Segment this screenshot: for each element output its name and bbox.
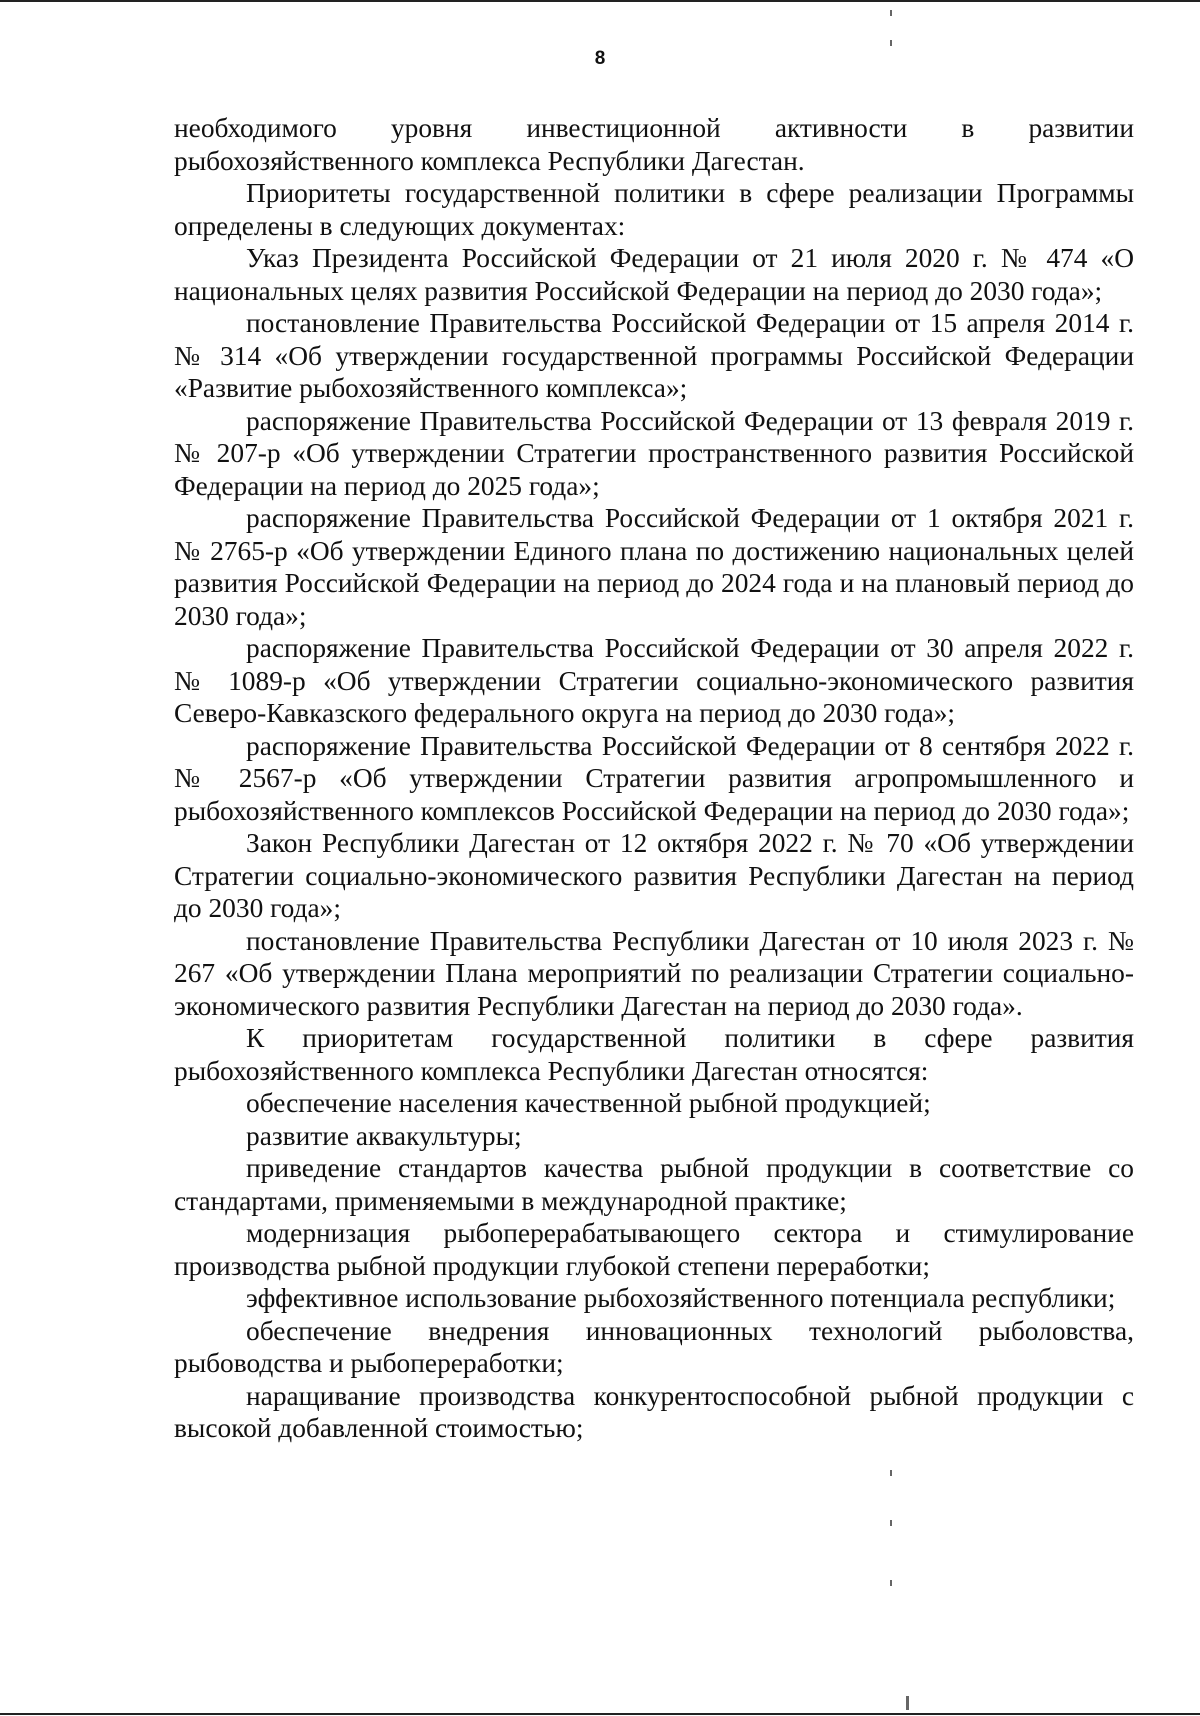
list-item: эффективное использование рыбохозяйственного потенциала республики; — [246, 1283, 1116, 1313]
scan-bottom-edge — [0, 1713, 1200, 1715]
paragraph: распоряжение Правительства Российской Федерации от 1 октября 2021 г. № 2765-р «Об утверждении Единого плана по достижению национальных целей развития Российской Федерации на период до 2024 года и на плановый период до 2030 года»; — [174, 503, 1134, 631]
list-item: наращивание производства конкурентоспособной рыбной продукции с высокой добавленной стоимостью; — [174, 1380, 1134, 1443]
scan-artifact — [890, 1520, 892, 1526]
paragraph: К приоритетам государственной политики в сфере развития рыбохозяйственного комплекса Республики Дагестан относятся: — [174, 1023, 1134, 1086]
paragraph: необходимого уровня инвестиционной активности в развитии рыбохозяйственного комплекса Республики Дагестан. — [174, 113, 1134, 176]
scan-artifact — [906, 1696, 909, 1710]
list-item: приведение стандартов качества рыбной продукции в соответствие со стандартами, применяемыми в международной практике; — [174, 1153, 1134, 1216]
paragraph: распоряжение Правительства Российской Федерации от 13 февраля 2019 г. № 207-р «Об утверждении Стратегии пространственного развития Российской Федерации на период до 2025 года»; — [174, 405, 1134, 501]
list-item: развитие аквакультуры; — [246, 1120, 522, 1151]
scan-top-edge — [0, 0, 1200, 2]
paragraph: Закон Республики Дагестан от 12 октября 2022 г. № 70 «Об утверждении Стратегии социально-экономического развития Республики Дагестан на период до 2030 года»; — [174, 828, 1134, 923]
scan-artifact — [890, 10, 892, 16]
paragraph: постановление Правительства Российской Федерации от 15 апреля 2014 г. № 314 «Об утверждении государственной программы Российской Федерации «Развитие рыбохозяйственного комплекса»; — [174, 308, 1134, 403]
page-number: 8 — [594, 48, 606, 69]
scan-artifact — [890, 1470, 892, 1476]
paragraph: Указ Президента Российской Федерации от 21 июля 2020 г. № 474 «О национальных целях развития Российской Федерации на период до 2030 года»; — [174, 243, 1134, 306]
paragraph: постановление Правительства Республики Дагестан от 10 июля 2023 г. № 267 «Об утверждении Плана мероприятий по реализации Стратегии социально-экономического развития Республики Дагестан на период до 2030 года». — [174, 925, 1134, 1021]
paragraph: распоряжение Правительства Российской Федерации от 8 сентября 2022 г. № 2567-р «Об утверждении Стратегии развития агропромышленного и рыбохозяйственного комплексов Российской Федерации на период до 2030 года»; — [174, 730, 1134, 826]
list-item: модернизация рыбоперерабатывающего сектора и стимулирование производства рыбной продукции глубокой степени переработки; — [174, 1218, 1134, 1281]
paragraph: Приоритеты государственной политики в сфере реализации Программы определены в следующих документах: — [174, 178, 1134, 241]
document-body — [174, 112, 1134, 1445]
scan-artifact — [890, 40, 892, 46]
list-item: обеспечение внедрения инновационных технологий рыболовства, рыбоводства и рыбопереработки; — [174, 1315, 1134, 1378]
list-item: обеспечение населения качественной рыбной продукцией; — [246, 1088, 931, 1118]
scan-artifact — [890, 1580, 892, 1586]
paragraph: распоряжение Правительства Российской Федерации от 30 апреля 2022 г. № 1089-р «Об утверждении Стратегии социально-экономического развития Северо-Кавказского федерального округа на период до 2030 года»; — [174, 633, 1134, 728]
